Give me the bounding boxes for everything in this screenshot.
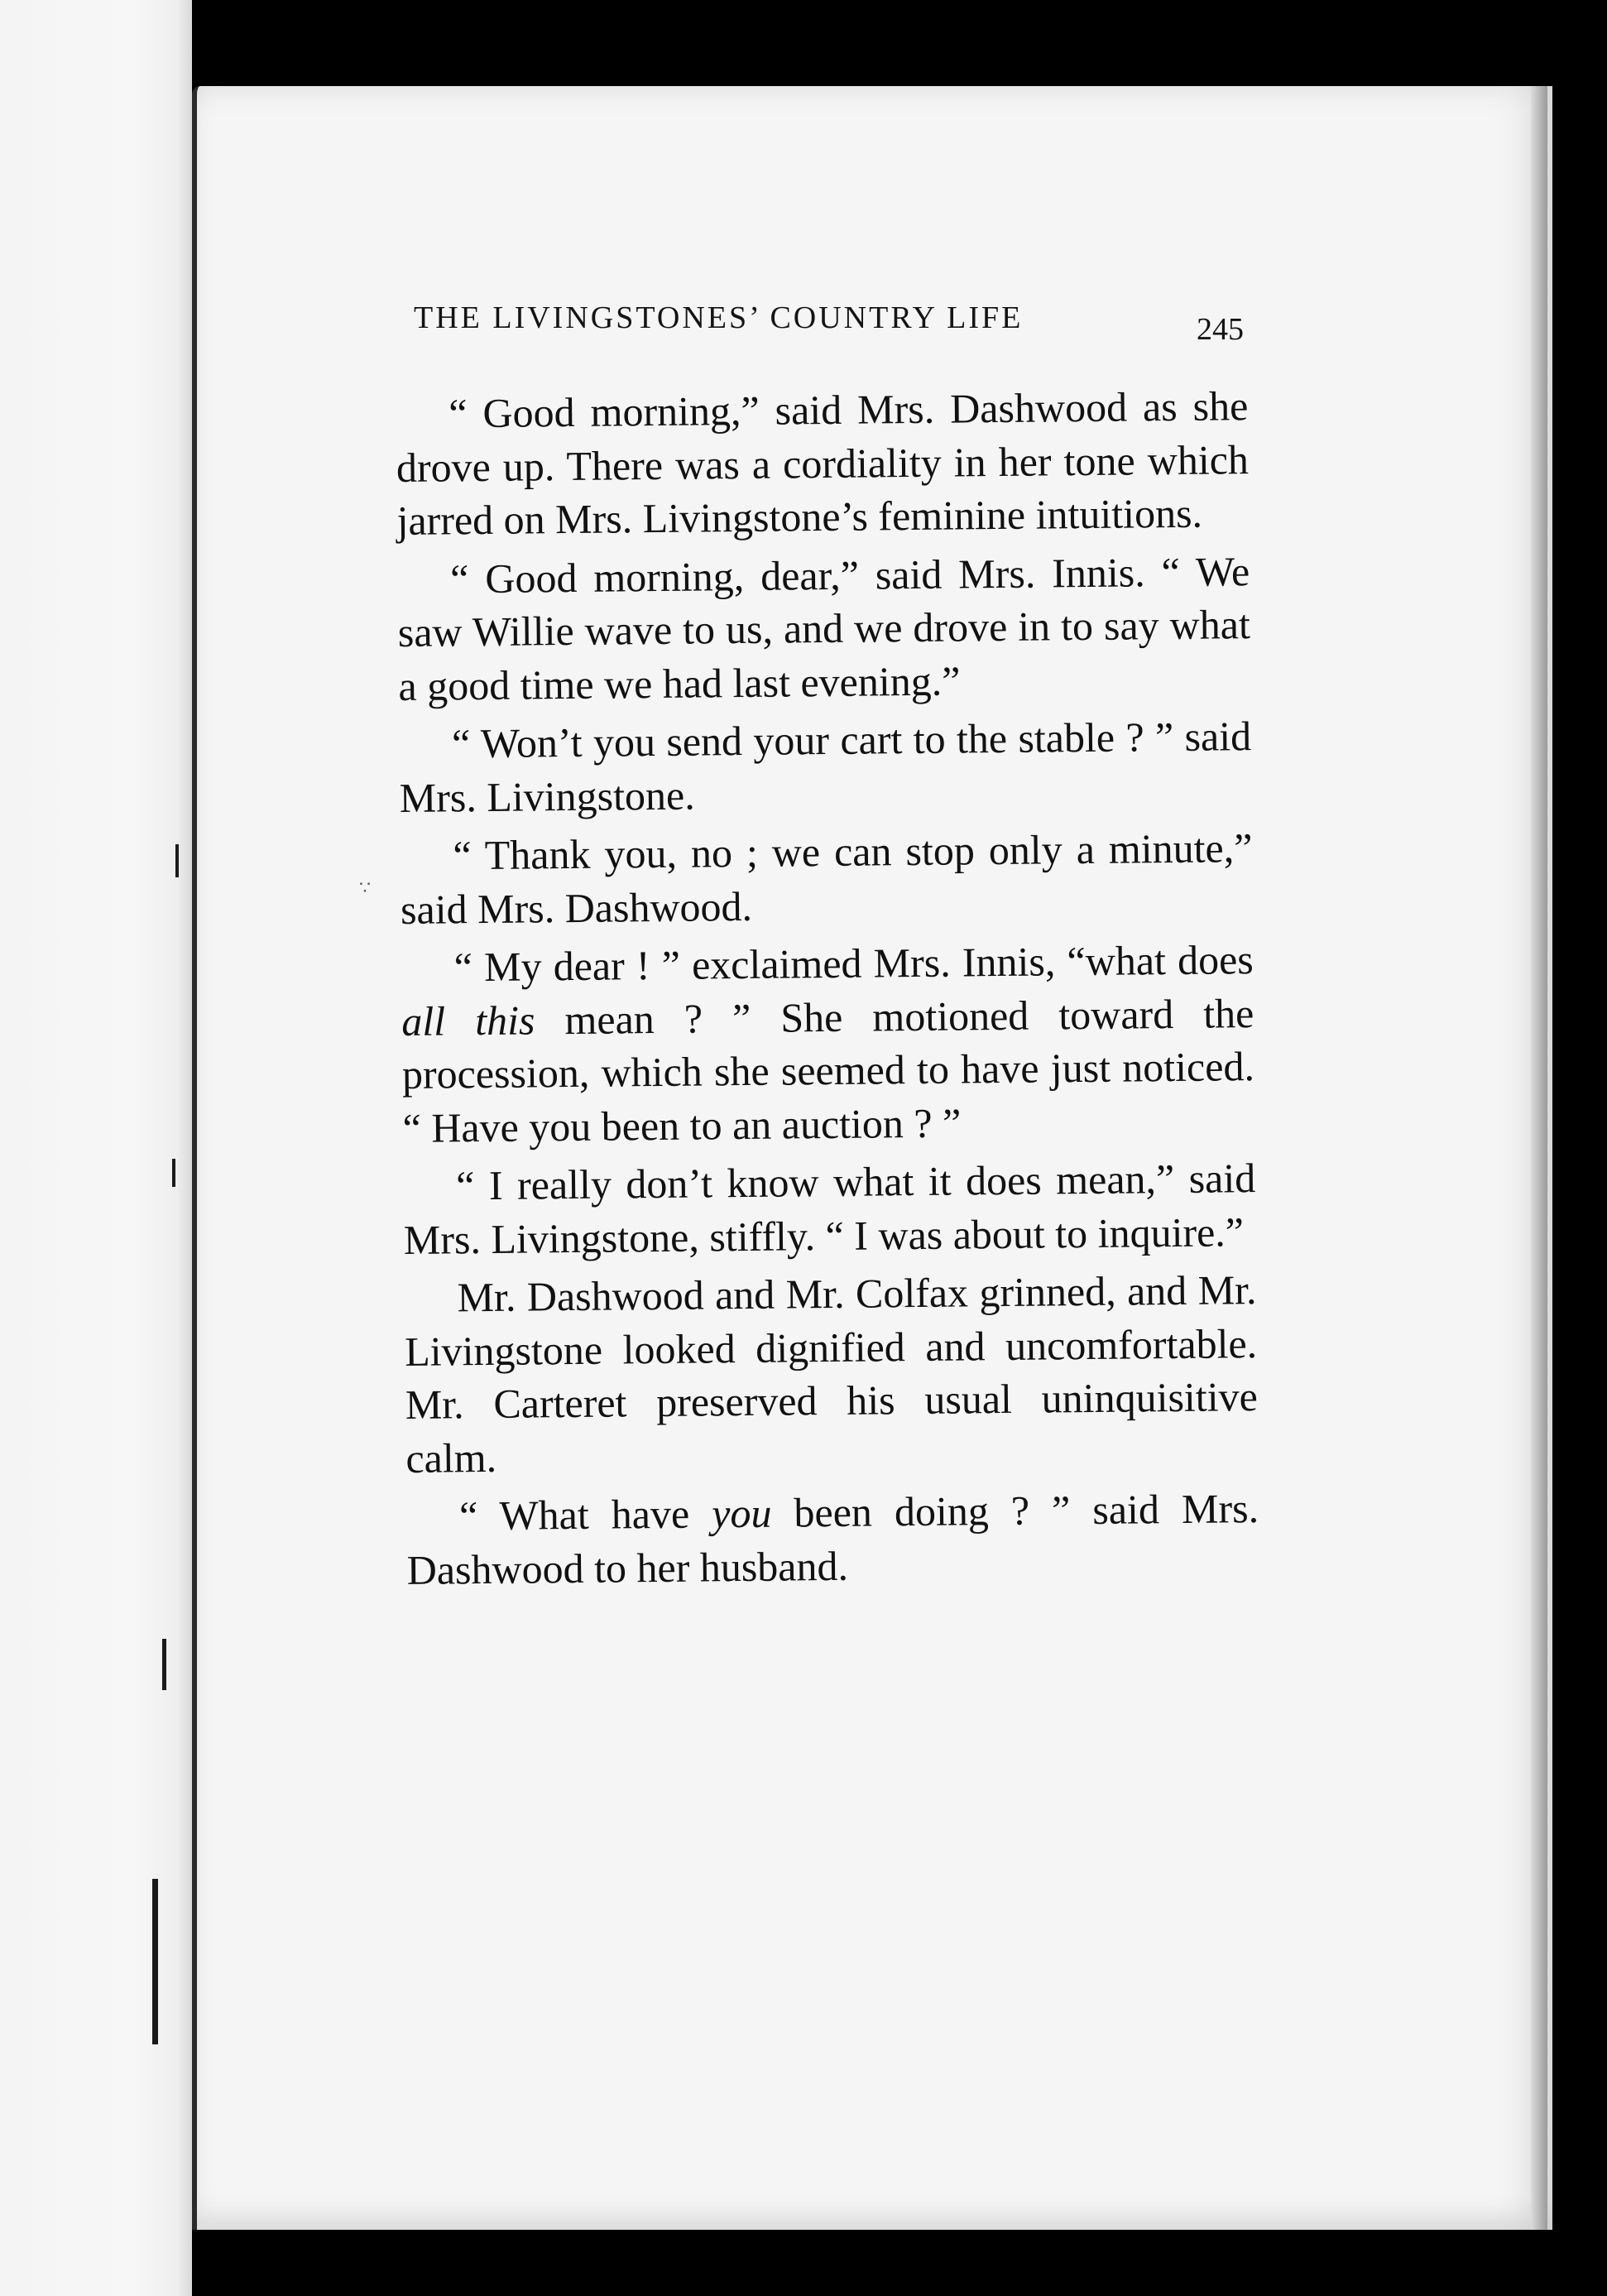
- binding-mark: [152, 1879, 158, 2044]
- italic-emphasis: all this: [401, 996, 535, 1045]
- paragraph-text: “ I really don’t know what it does mean,” said Mrs. Livingstone, stiffly. “ I was about to inquire.”: [403, 1154, 1266, 1263]
- binding-mark: [162, 1639, 166, 1690]
- paragraph-text: “ Good morning,” said Mrs. Dashwood as she drove up. There was a cordiality in her tone which jarred on Mrs. Livingstone’s feminine intuitions.: [396, 382, 1259, 544]
- paragraph: [400, 821, 1264, 936]
- paragraph-text: “ Thank you, no ; we can stop only a minute,” said Mrs. Dashwood.: [400, 824, 1264, 933]
- body-text: [396, 379, 1269, 1597]
- paragraph: [404, 1263, 1269, 1485]
- paragraph-text: “ What have: [458, 1490, 712, 1539]
- facing-page-edge: [0, 0, 192, 2296]
- paragraph: [396, 379, 1259, 547]
- paragraph-text: “ My dear ! ” exclaimed Mrs. Innis, “what does: [453, 935, 1264, 991]
- paragraph: [401, 933, 1265, 1155]
- paragraph-text: Mr. Dashwood and Mr. Colfax grinned, and Mr. Livingstone looked dignified and uncomfortable. Mr. Carteret preserved his usual uninquisitive calm.: [404, 1266, 1269, 1482]
- paragraph-text: “ Good morning, dear,” said Mrs. Innis. “ We saw Willie wave to us, and we drove in to say what a good time we had last evening.”: [397, 547, 1261, 709]
- paragraph: [397, 545, 1261, 713]
- italic-emphasis: you: [711, 1489, 772, 1537]
- paragraph-text: been doing ? ” said Mrs. Dashwood to her husband.: [406, 1484, 1269, 1593]
- paragraph-text: mean ? ” She motioned toward the procession, which she seemed to have just noticed. “ Have you been to an auction ? ”: [401, 989, 1265, 1151]
- binding-mark: [175, 844, 179, 877]
- running-title: THE LIVINGSTONES’ COUNTRY LIFE: [414, 300, 1024, 335]
- binding-mark: [172, 1159, 175, 1187]
- paragraph: [399, 709, 1262, 824]
- paragraph-text: “ Won’t you send your cart to the stable ? ” said Mrs. Livingstone.: [399, 712, 1262, 821]
- paragraph: [403, 1151, 1266, 1266]
- page-number: 245: [1197, 312, 1244, 347]
- page-right-edge: [1531, 86, 1547, 2230]
- stray-ink-mark: ∵: [359, 877, 371, 898]
- paragraph: [406, 1482, 1269, 1597]
- running-head: [414, 300, 1244, 349]
